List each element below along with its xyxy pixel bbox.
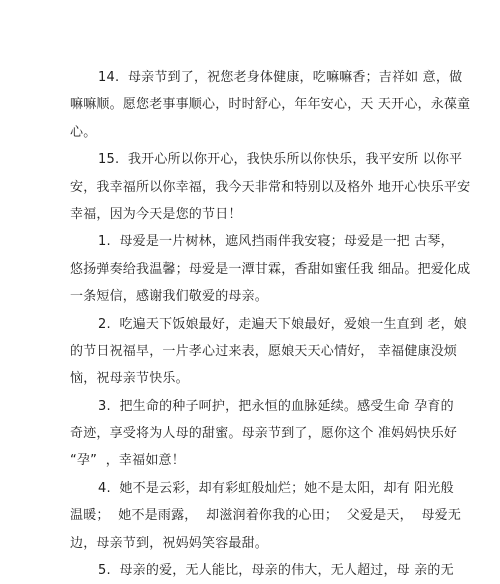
- document-body: [0, 64, 500, 584]
- text-line: 的节日祝福早，一片孝心过来表，愿娘天天心情好， 幸福健康没烦: [70, 343, 458, 359]
- text-line: 15. 我开心所以你开心，我快乐所以你快乐，我平安所 以你平: [98, 152, 463, 168]
- text-line: 4. 她不是云彩，却有彩虹般灿烂；她不是太阳，却有 阳光般: [98, 480, 454, 496]
- text-line: 恼，祝母亲节快乐。: [70, 371, 189, 387]
- text-line: 悠扬弹奏给我温馨；母爱是一潭甘霖，香甜如蜜任我 细品。把爱化成: [70, 261, 471, 277]
- text-line: 幸福，因为今天是您的节日！: [70, 206, 242, 222]
- text-line: 温暖； 她不是雨露， 却滋润着你我的心田； 父爱是天， 母爱无: [70, 508, 462, 524]
- text-line: 5. 母亲的爱，无人能比，母亲的伟大，无人超过，母 亲的无: [98, 563, 454, 579]
- text-line: 边，母亲节到，祝妈妈笑容最甜。: [70, 535, 269, 551]
- text-line: 1. 母爱是一片树林，遮风挡雨伴我安寝；母爱是一把 古琴，: [98, 234, 454, 250]
- text-line: “孕” ，幸福如意！: [70, 453, 185, 469]
- text-line: 14. 母亲节到了，祝您老身体健康，吃嘛嘛香；吉祥如 意，做: [98, 70, 463, 85]
- text-line: 3. 把生命的种子呵护，把永恒的血脉延续。感受生命 孕育的: [98, 398, 454, 414]
- text-line: 心。: [70, 124, 97, 140]
- text-line: 嘛嘛顺。愿您老事事顺心，时时舒心，年年安心，天 天开心，永葆童: [70, 97, 471, 113]
- text-line: 一条短信，感谢我们敬爱的母亲。: [70, 289, 269, 305]
- text-line: 2. 吃遍天下饭娘最好，走遍天下娘最好，爱娘一生直到 老，娘: [98, 316, 468, 332]
- text-line: 安，我幸福所以你幸福，我今天非常和特别以及格外 地开心快乐平安: [70, 179, 471, 195]
- text-line: 奇迹，享受将为人母的甜蜜。母亲节到了，愿你这个 准妈妈快乐好: [70, 426, 458, 442]
